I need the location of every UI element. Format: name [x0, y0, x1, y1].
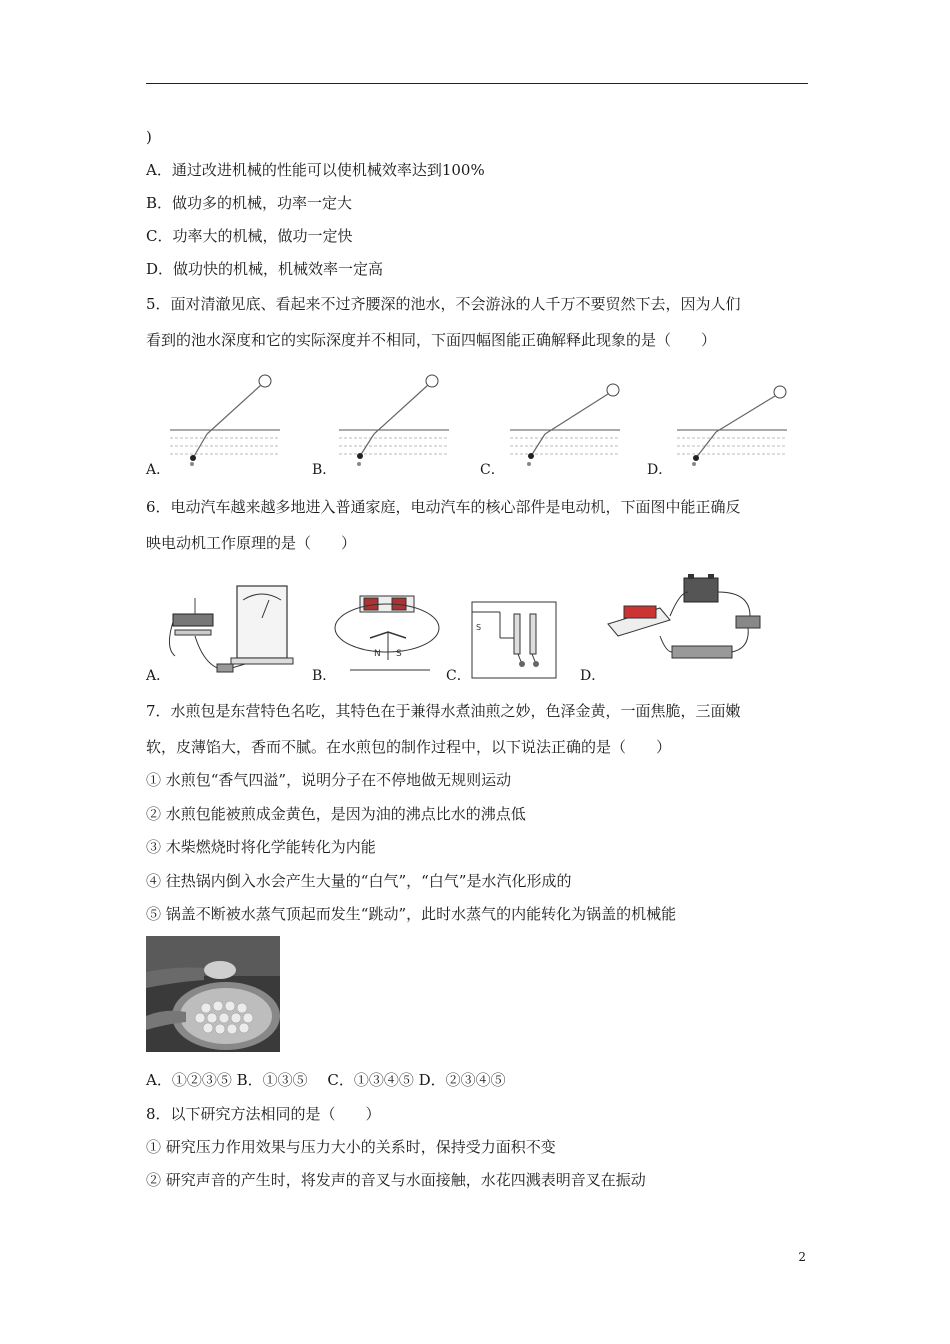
q6-figure-a	[165, 578, 295, 678]
q6-figure-b	[330, 590, 450, 680]
q6-figure-d	[600, 572, 770, 672]
q5-figure-c	[505, 372, 625, 472]
q7-stem-line2: 软，皮薄馅大，香而不腻。在水煎包的制作过程中，以下说法正确的是（ ）	[146, 738, 672, 756]
q5-label-b: B．	[312, 462, 337, 478]
q8-statement-1: ① 研究压力作用效果与压力大小的关系时，保持受力面积不变	[146, 1138, 556, 1156]
q6-label-d: D．	[580, 668, 606, 684]
q5-label-d: D．	[647, 462, 673, 478]
q7-answer-options: A．①②③⑤ B．①③⑤ C．①③④⑤ D．②③④⑤	[146, 1071, 506, 1089]
q6-label-a: A．	[146, 668, 171, 684]
q5-label-c: C．	[480, 462, 505, 478]
header-rule	[146, 83, 808, 84]
q7-statement-4: ④ 往热锅内倒入水会产生大量的“白气”，“白气”是水汽化形成的	[146, 872, 572, 890]
q5-stem-line2: 看到的池水深度和它的实际深度并不相同，下面四幅图能正确解释此现象的是（ ）	[146, 331, 717, 349]
page-number: 2	[798, 1250, 806, 1264]
q5-stem-line1: 5．面对清澈见底、看起来不过齐腰深的池水，不会游泳的人千万不要贸然下去，因为人们	[146, 295, 741, 313]
svg-text:S: S	[396, 649, 402, 659]
q7-stem-line1: 7．水煎包是东营特色名吃，其特色在于兼得水煮油煎之妙，色泽金黄，一面焦脆，三面嫩	[146, 702, 741, 720]
q4-option-a: A．通过改进机械的性能可以使机械效率达到100%	[146, 161, 485, 179]
q6-stem-line2: 映电动机工作原理的是（ ）	[146, 534, 357, 552]
svg-text:S: S	[476, 623, 482, 632]
q6-label-b: B．	[312, 668, 337, 684]
q4-continuation: )	[146, 128, 152, 146]
q7-statement-2: ② 水煎包能被煎成金黄色，是因为油的沸点比水的沸点低	[146, 805, 526, 823]
q5-figure-b	[334, 372, 454, 472]
q5-label-a: A．	[146, 462, 171, 478]
q4-option-b: B．做功多的机械，功率一定大	[146, 194, 353, 212]
q6-figure-c	[470, 598, 560, 682]
q6-label-c: C．	[446, 668, 471, 684]
q4-option-c: C．功率大的机械，做功一定快	[146, 227, 353, 245]
q5-figure-a	[165, 372, 285, 472]
q7-statement-3: ③ 木柴燃烧时将化学能转化为内能	[146, 838, 376, 856]
q8-stem: 8．以下研究方法相同的是（ ）	[146, 1105, 381, 1123]
q4-option-d: D．做功快的机械，机械效率一定高	[146, 260, 384, 278]
q5-figure-d	[672, 372, 792, 472]
q8-statement-2: ② 研究声音的产生时，将发声的音叉与水面接触，水花四溅表明音叉在振动	[146, 1171, 646, 1189]
q7-photo-buns	[146, 936, 280, 1052]
q7-statement-1: ① 水煎包“香气四溢”，说明分子在不停地做无规则运动	[146, 771, 512, 789]
q7-statement-5: ⑤ 锅盖不断被水蒸气顶起而发生“跳动”，此时水蒸气的内能转化为锅盖的机械能	[146, 905, 677, 923]
svg-text:N: N	[374, 649, 381, 659]
q6-stem-line1: 6．电动汽车越来越多地进入普通家庭，电动汽车的核心部件是电动机，下面图中能正确反	[146, 498, 741, 516]
